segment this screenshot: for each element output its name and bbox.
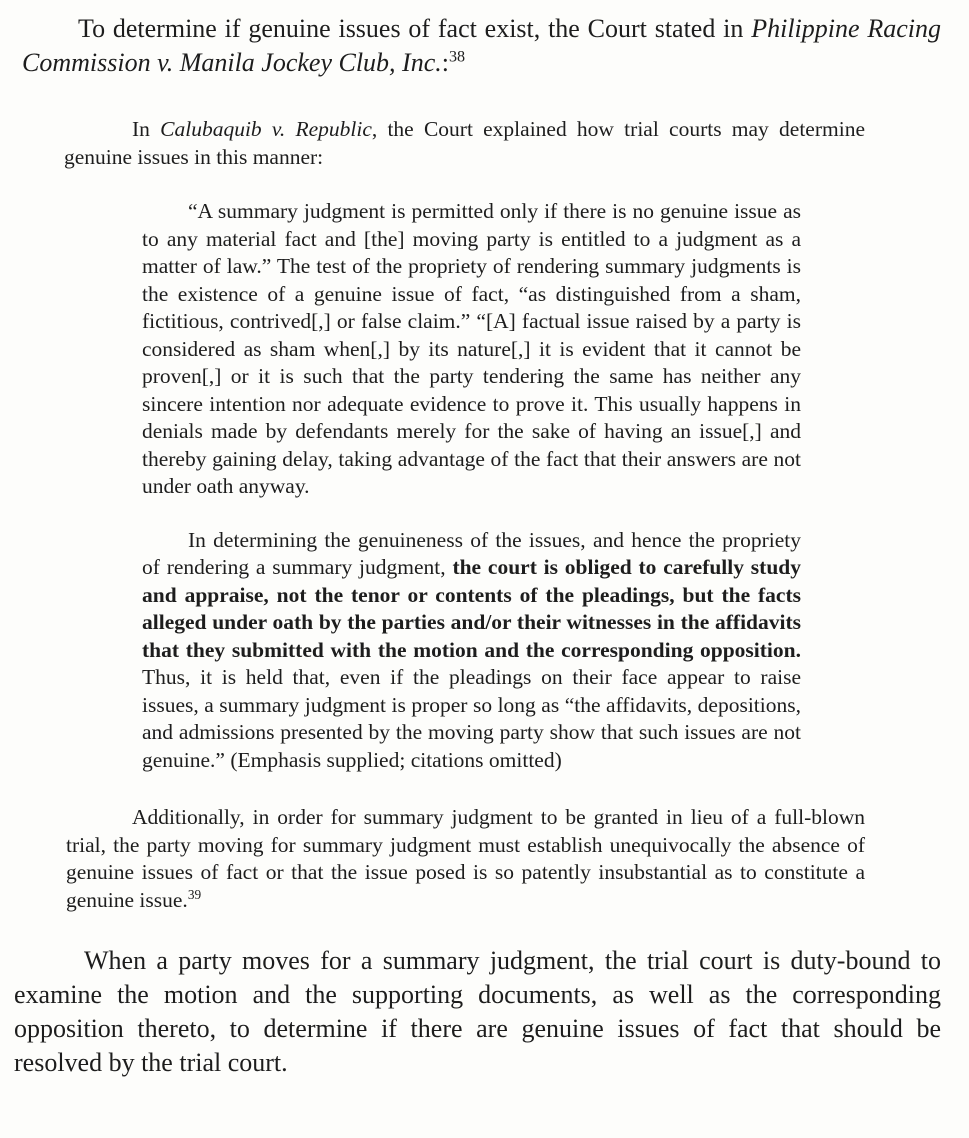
case-citation-philippine-racing: Philippine Racing Commission v. Manila Jockey Club, Inc. — [22, 14, 941, 77]
inner-quote-paragraph-2 — [142, 527, 801, 775]
document-page — [0, 12, 969, 1138]
block-quote-closing — [66, 804, 865, 914]
quote-intro-text-after: , the Court explained how trial courts may determine genuine issues in this manner: — [64, 117, 865, 169]
opening-paragraph-colon: : — [441, 48, 449, 77]
quote-intro-text-before: In — [132, 117, 161, 141]
block-quote-intro — [64, 116, 865, 171]
closing-paragraph: When a party moves for a summary judgment, the trial court is duty-bound to examine the motion and the supporting documents, as well as the corresponding opposition thereto, to determine if there are genuine issues of fact that should be resolved by the trial court. — [14, 946, 941, 1077]
footnote-reference-39: 39 — [187, 886, 202, 902]
inner-quote-paragraph-1: “A summary judgment is permitted only if there is no genuine issue as to any material fact and [the] moving party is entitled to a judgment as a matter of law.” The test of the propriety of rendering summary judgments is the existence of a genuine issue of fact, “as distinguished from a sham, fictitious, contrived[,] or false claim.” “[A] factual issue raised by a party is considered as sham when[,] by its nature[,] it is evident that it cannot be proven[,] or it is such that the party tendering the same has neither any sincere intention nor adequate evidence to prove it. This usually happens in denials made by defendants merely for the sake of having an issue[,] and thereby gaining delay, taking advantage of the fact that their answers are not under oath anyway. — [142, 199, 801, 498]
opening-paragraph — [22, 12, 941, 80]
inner-quote-2-bold-emphasis: the court is obliged to carefully study and appraise, not the tenor or contents of the pleadings, but the facts alleged under oath by the parties and/or their witnesses in the affidavits that they submitted with the motion and the corresponding opposition. — [142, 555, 801, 662]
opening-paragraph-text: To determine if genuine issues of fact exist, the Court stated in — [78, 14, 752, 43]
quote-closing-text: Additionally, in order for summary judgment to be granted in lieu of a full-blown trial, the party moving for summary judgment must establish unequivocally the absence of genuine issues of fact or that the issue posed is so patently insubstantial as to constitute a genuine issue. — [66, 805, 865, 912]
case-citation-calubaquib: Calubaquib v. Republic — [160, 117, 372, 141]
inner-quote-2-regular-tail: Thus, it is held that, even if the pleadings on their face appear to raise issues, a summary judgment is proper so long as “the affidavits, depositions, and admissions presented by the moving party show that such issues are not genuine.” (Emphasis supplied; citations omitted) — [142, 665, 801, 772]
inner-quote-2-regular-lead: In determining the genuineness of the issues, and hence the propriety of rendering a summary judgment, — [142, 527, 801, 579]
footnote-reference-38: 38 — [449, 48, 466, 66]
